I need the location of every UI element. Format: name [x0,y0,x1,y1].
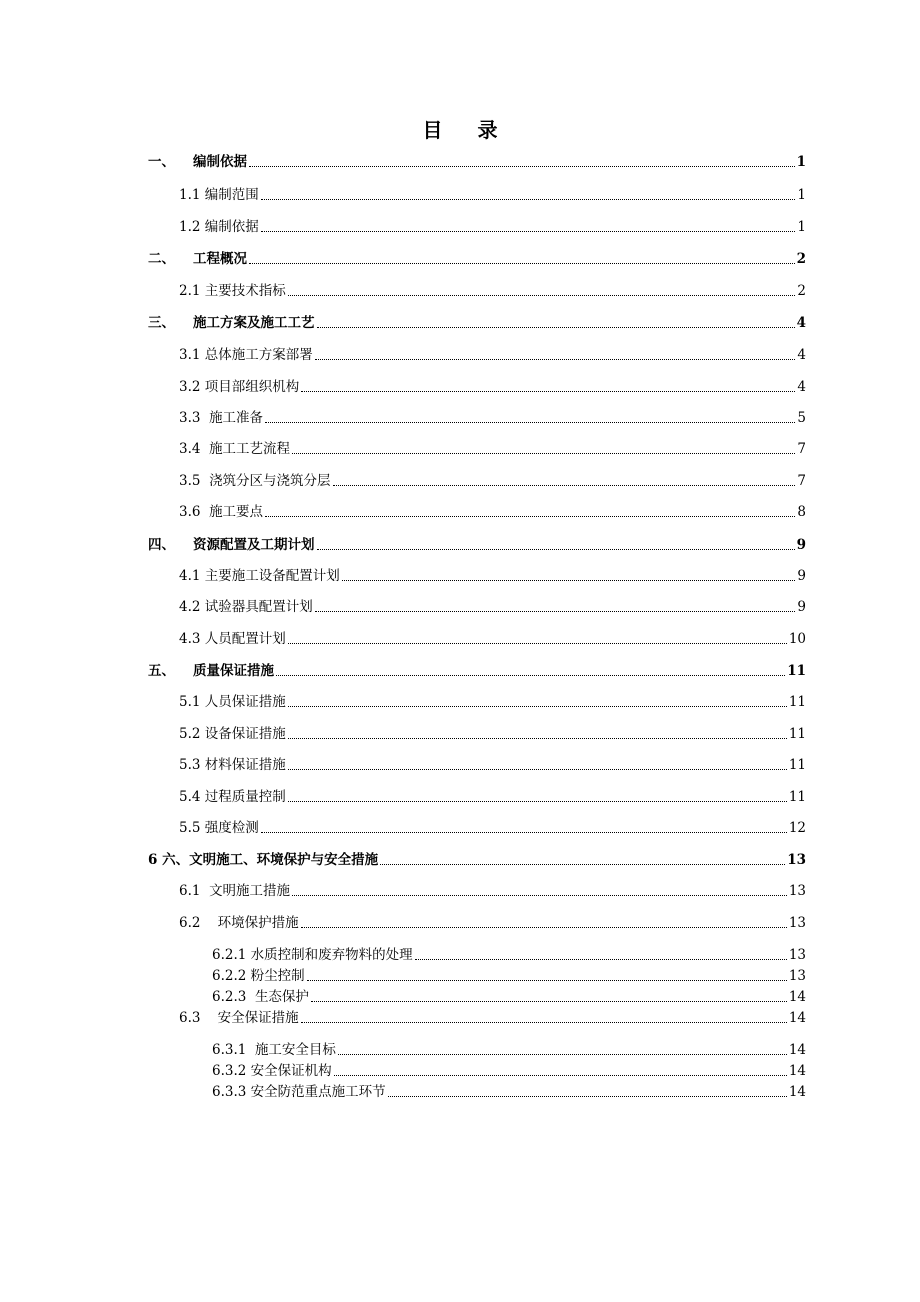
toc-entry[interactable] [148,851,806,869]
toc-entry[interactable] [179,1009,806,1027]
toc-dot-leader [288,801,787,802]
toc-entry-title: 安全防范重点施工环节 [250,1084,386,1100]
toc-entry-title: 安全保证措施 [217,1010,299,1026]
toc-entry-number: 3.3 [179,410,210,426]
toc-entry[interactable] [212,946,806,964]
toc-entry-title: 试验器具配置计划 [204,599,313,615]
toc-dot-leader [292,453,795,454]
toc-entry-number: 6.3.3 [212,1084,251,1100]
toc-entry-number: 5.1 [179,694,205,710]
toc-entry[interactable] [179,503,806,521]
toc-entry-number: 3.1 [179,347,205,363]
toc-entry[interactable] [148,536,806,554]
toc-entry-number: 1.2 [179,219,205,235]
toc-entry[interactable] [179,440,806,458]
toc-entry-page-number: 13 [787,852,806,868]
toc-entry-page-number: 11 [788,694,806,710]
toc-entry-page-number: 14 [788,1084,806,1100]
toc-entry-title: 文明施工措施 [209,883,291,899]
toc-dot-leader [265,516,795,517]
toc-entry[interactable] [179,693,806,711]
toc-entry-number: 2.1 [179,283,205,299]
toc-entry-page-number: 9 [797,599,806,615]
toc-entry-page-number: 5 [797,410,806,426]
toc-dot-leader [307,980,787,981]
toc-entry-number: 6.2.1 [212,947,251,963]
toc-dot-leader [315,359,796,360]
toc-entry-number: 6 六、 [148,852,190,868]
toc-entry-title: 质量保证措施 [193,663,274,679]
toc-entry[interactable] [179,472,806,490]
toc-entry-number: 3.5 [179,473,210,489]
toc-entry[interactable] [179,756,806,774]
toc-dot-leader [265,422,795,423]
toc-entry[interactable] [212,967,806,985]
toc-entry-number: 6.2 [179,915,218,931]
toc-dot-leader [342,580,796,581]
toc-dot-leader [317,549,795,550]
toc-entry-page-number: 14 [788,1042,806,1058]
toc-entry-title: 编制范围 [204,187,259,203]
toc-entry-title: 施工准备 [209,410,264,426]
toc-entry-title: 资源配置及工期计划 [193,537,315,553]
toc-dot-leader [288,295,796,296]
toc-entry-number: 3.2 [179,379,205,395]
toc-entry[interactable] [179,725,806,743]
toc-entry-number: 5.2 [179,726,205,742]
toc-entry-page-number: 11 [788,726,806,742]
toc-entry-page-number: 14 [788,1063,806,1079]
toc-entry-number: 6.3 [179,1010,218,1026]
toc-entry-number: 5.5 [179,820,205,836]
toc-entry-title: 施工安全目标 [254,1042,336,1058]
toc-entry-page-number: 11 [787,663,806,679]
toc-entry-page-number: 13 [788,883,806,899]
toc-dot-leader [288,643,787,644]
toc-entry[interactable] [179,567,806,585]
toc-dot-leader [261,231,796,232]
toc-entry[interactable] [212,988,806,1006]
toc-entry[interactable] [148,662,806,680]
toc-entry[interactable] [179,882,806,900]
toc-dot-leader [334,1075,787,1076]
toc-dot-leader [380,864,785,865]
toc-entry[interactable] [148,250,806,268]
toc-entry-page-number: 14 [788,989,806,1005]
toc-entry-number: 4.1 [179,568,205,584]
toc-entry[interactable] [179,378,806,396]
toc-entry-number: 4.2 [179,599,205,615]
toc-entry-title: 施工方案及施工工艺 [193,315,315,331]
toc-entry-page-number: 9 [796,537,806,553]
toc-entry-page-number: 4 [797,379,806,395]
toc-entry[interactable] [179,218,806,236]
toc-entry-page-number: 11 [788,789,806,805]
toc-entry[interactable] [179,819,806,837]
toc-entry[interactable] [179,282,806,300]
toc-entry-number: 五、 [148,663,175,679]
toc-entry-title: 水质控制和废弃物料的处理 [250,947,413,963]
toc-entry[interactable] [212,1083,806,1101]
toc-entry-page-number: 14 [788,1010,806,1026]
toc-dot-leader [261,832,787,833]
toc-dot-leader [249,166,795,167]
toc-entry-title: 强度检测 [204,820,259,836]
toc-entry-page-number: 11 [788,757,806,773]
toc-entry-page-number: 1 [797,219,806,235]
toc-dot-leader [317,327,795,328]
toc-entry-title: 过程质量控制 [204,789,286,805]
toc-entry-title: 设备保证措施 [204,726,286,742]
toc-entry-title: 材料保证措施 [204,757,286,773]
toc-entry[interactable] [148,153,806,171]
toc-entry[interactable] [179,914,806,932]
toc-entry[interactable] [179,346,806,364]
toc-dot-leader [301,391,795,392]
toc-entry-number: 6.3.2 [212,1063,251,1079]
toc-entry-number: 一、 [148,154,175,170]
toc-entry-title: 环境保护措施 [217,915,299,931]
toc-entry[interactable] [179,788,806,806]
toc-entry-number: 二、 [148,251,175,267]
toc-entry-page-number: 4 [797,347,806,363]
toc-entry-title: 生态保护 [254,989,309,1005]
toc-entry-number: 4.3 [179,631,205,647]
toc-entry-number: 3.4 [179,441,210,457]
toc-entry-title: 人员配置计划 [204,631,286,647]
toc-entry[interactable] [179,409,806,427]
toc-entry-title: 项目部组织机构 [204,379,300,395]
toc-dot-leader [276,675,785,676]
toc-entry-title: 浇筑分区与浇筑分层 [209,473,331,489]
toc-entry-number: 6.2.2 [212,968,251,984]
toc-entry[interactable] [212,1041,806,1059]
toc-title: 目 录 [422,118,512,142]
toc-dot-leader [261,199,796,200]
toc-dot-leader [288,706,787,707]
toc-dot-leader [301,1022,787,1023]
toc-entry-page-number: 1 [797,187,806,203]
toc-entry-title: 编制依据 [193,154,247,170]
toc-entry-title: 施工要点 [209,504,264,520]
toc-entry-page-number: 2 [796,251,806,267]
toc-entry-number: 6.3.1 [212,1042,255,1058]
toc-entry-title: 粉尘控制 [250,968,305,984]
toc-entry-number: 6.1 [179,883,210,899]
toc-dot-leader [315,611,796,612]
toc-entry-title: 工程概况 [193,251,247,267]
toc-dot-leader [288,769,787,770]
toc-entry-title: 安全保证机构 [250,1063,332,1079]
toc-entry-page-number: 8 [797,504,806,520]
toc-entry-page-number: 2 [797,283,806,299]
toc-dot-leader [338,1054,787,1055]
toc-entry-title: 主要技术指标 [204,283,286,299]
toc-entry-number: 三、 [148,315,175,331]
toc-entry-number: 3.6 [179,504,210,520]
toc-entry[interactable] [212,1062,806,1080]
toc-entry-title: 编制依据 [204,219,259,235]
toc-entry-page-number: 13 [788,968,806,984]
toc-entry-title: 人员保证措施 [204,694,286,710]
toc-entry-number: 四、 [148,537,175,553]
toc-dot-leader [333,485,796,486]
toc-entry-number: 5.3 [179,757,205,773]
toc-entry[interactable] [148,314,806,332]
toc-entry[interactable] [179,186,806,204]
toc-entry-page-number: 13 [788,947,806,963]
toc-entry-page-number: 7 [797,473,806,489]
toc-entry-page-number: 10 [788,631,806,647]
toc-dot-leader [292,895,787,896]
toc-entry-page-number: 7 [797,441,806,457]
toc-entry[interactable] [179,598,806,616]
toc-dot-leader [311,1001,787,1002]
toc-dot-leader [249,263,795,264]
toc-entry-page-number: 1 [796,154,806,170]
toc-entry-page-number: 12 [788,820,806,836]
toc-entry-number: 1.1 [179,187,205,203]
toc-entry-page-number: 4 [796,315,806,331]
toc-dot-leader [415,959,787,960]
toc-entry-title: 总体施工方案部署 [204,347,313,363]
toc-entry-title: 施工工艺流程 [209,441,291,457]
toc-entry-title: 文明施工、环境保护与安全措施 [189,852,379,868]
toc-entry-page-number: 13 [788,915,806,931]
toc-dot-leader [288,738,787,739]
toc-dot-leader [388,1096,787,1097]
toc-entry-title: 主要施工设备配置计划 [204,568,340,584]
toc-entry-page-number: 9 [797,568,806,584]
toc-entry-number: 5.4 [179,789,205,805]
toc-entry-number: 6.2.3 [212,989,255,1005]
toc-entry[interactable] [179,630,806,648]
toc-dot-leader [301,927,787,928]
